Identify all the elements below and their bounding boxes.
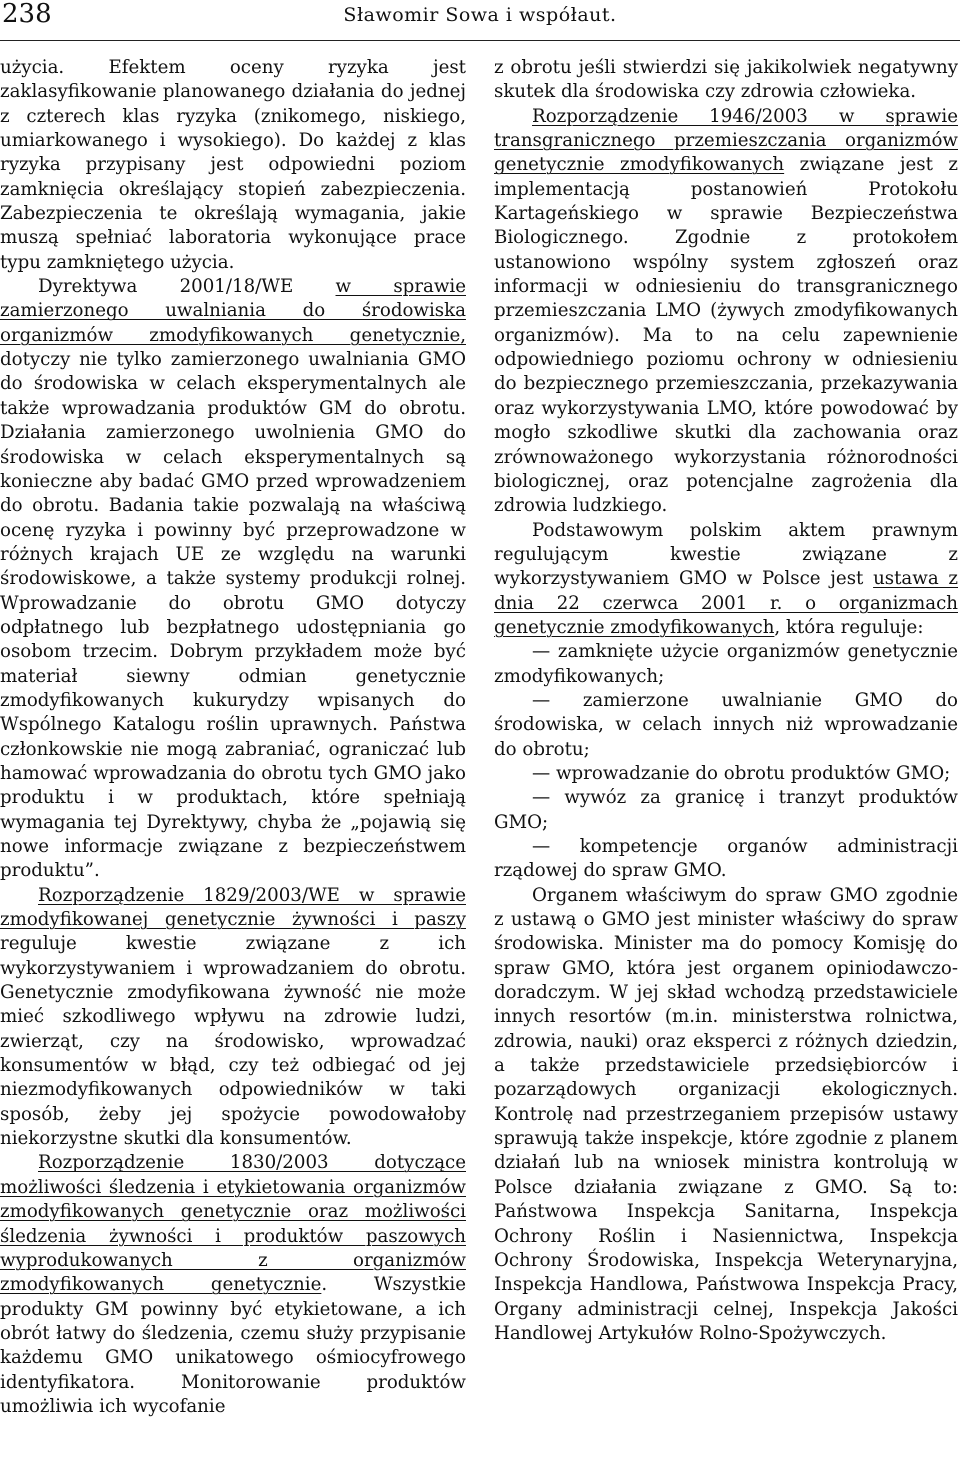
paragraph-text: . Wszystkie produkty GM powinny być etykietowane, a ich obrót łatwy do śledzenia, czemu służy przypisanie każdemu GMO unikatowego ośmiocyfrowego identyfikatora. Monitorowanie produktów umożliwia ich wycofanie xyxy=(0,1274,466,1417)
paragraph-directive-2001-18 xyxy=(0,275,466,884)
paragraph-regulation-1946 xyxy=(494,105,958,519)
running-head: Sławomir Sowa i współaut. xyxy=(343,4,617,26)
list-item: — wprowadzanie do obrotu produktów GMO; xyxy=(532,762,951,784)
paragraph-regulation-1830 xyxy=(0,1151,466,1419)
directive-title-link: w sprawie zamierzonego uwalniania do środowiska organizmów zmodyfikowanych genetycznie, xyxy=(0,276,466,346)
paragraph-text: dotyczy nie tylko zamierzonego uwalniania GMO do środowiska w celach eksperymentalnych ale także wprowadzania produktów GM do obrotu. Działania zamierzonego uwolnienia GMO do środowiska w celach eksperymentalnych są konieczne aby badać GMO przed wprowadzeniem do obrotu. Badania takie pozwalają na właściwą ocenę ryzyka i powinny być przeprowadzone w różnych krajach UE ze względu na warunki środowiskowe, a także systemy produkcji rolnej. Wprowadzanie do obrotu GMO dotyczy odpłatnego lub bezpłatnego udostępniania go osobom trzecim. Dobrym przykładem może być materiał siewny odmian genetycznie zmodyfikowanych kukurydzy wpisanych do Wspólnego Katalogu roślin uprawnych. Państwa członkowskie nie mogą zabraniać, ograniczać lub hamować wprowadzania do obrotu tych GMO jako produktu i w produktach, które spełniają wymagania tej Dyrektywy, chyba że „pojawią się nowe informacje związane z bezpieczeństwem produktu”. xyxy=(0,349,466,882)
regulation-1946-title: Rozporządzenie 1946/2003 w sprawie transgranicznego przemieszczania organizmów genetycznie zmodyfikowanych xyxy=(494,105,958,176)
list-item: — kompetencje organów administracji rządowej do spraw GMO. xyxy=(494,836,958,882)
header-rule xyxy=(0,40,960,41)
paragraph-text: z obrotu jeśli stwierdzi się jakikolwiek negatywny skutek dla środowiska czy zdrowia człowieka. xyxy=(494,57,958,103)
list-item: — zamknięte użycie organizmów genetycznie zmodyfikowanych; xyxy=(494,641,958,687)
paragraph-polish-act xyxy=(494,519,958,641)
paragraph-text: Podstawowym polskim aktem prawnym regulującym kwestie związane z wykorzystywaniem GMO w Polsce jest xyxy=(494,519,958,590)
paragraph-competent-authority xyxy=(494,884,958,1347)
regulation-1830-title: Rozporządzenie 1830/2003 dotyczące możliwości śledzenia i etykietowania organizmów zmodyfikowanych genetycznie oraz możliwości śledzenia żywności i produktów paszowych wyprodukowanych z organizmów zmodyfikowanych genetycznie xyxy=(0,1152,466,1296)
page-number: 238 xyxy=(2,0,52,29)
list-item: — zamierzone uwalnianie GMO do środowiska, w celach innych niż wprowadzanie do obrotu; xyxy=(494,689,958,760)
paragraph-regulation-1829 xyxy=(0,884,466,1152)
list-item: — wywóz za granicę i tranzyt produktów GMO; xyxy=(494,787,958,833)
act-title: ustawa z dnia 22 czerwca 2001 r. o organizmach genetycznie zmodyfikowanych xyxy=(494,568,958,638)
paragraph-text: związane jest z implementacją postanowień Protokołu Kartageńskiego w sprawie Bezpieczeństwa Biologicznego. Zgodnie z protokołem ustanowiono wspólny system zgłoszeń oraz informacji w odniesieniu do transgranicznego przemieszczania LMO (żywych zmodyfikowanych organizmów). Ma to na celu zapewnienie odpowiedniego poziomu ochrony w odniesieniu do bezpiecznego przemieszczania, przekazywania oraz wykorzystywania LMO, które powodować by mogło szkodliwe skutki dla zachowania oraz zrównoważonego wykorzystania różnorodności biologicznej, oraz potencjalne zagrożenia dla zdrowia ludzkiego. xyxy=(494,154,959,517)
page-header xyxy=(0,0,960,40)
regulation-1829-title: Rozporządzenie 1829/2003/WE w sprawie zmodyfikowanej genetycznie żywności i paszy xyxy=(0,884,466,931)
paragraph-risk-assessment xyxy=(0,56,466,275)
paragraph-continuation xyxy=(494,56,958,105)
paragraph-text: użycia. Efektem oceny ryzyka jest zaklasyfikowanie planowanego działania do jednej z czterech klas ryzyka (znikomego, niskiego, umiarkowanego i wysokiego). Do każdej z klas ryzyka przypisany jest odpowiedni poziom zamknięcia określający stopień zabezpieczenia. Zabezpieczenia te określają wymagania, jakie muszą spełniać laboratoria wykonujące prace typu zamkniętego użycia. xyxy=(0,57,466,273)
left-column xyxy=(0,56,466,1456)
right-column xyxy=(494,56,958,1456)
directive-name: Dyrektywa 2001/18/WE xyxy=(38,276,294,298)
paragraph-text: Organem właściwym do spraw GMO zgodnie z ustawą o GMO jest minister właściwy do spraw środowiska. Minister ma do pomocy Komisję do spraw GMO, która jest organem opiniodawczo-doradczym. W jej skład wchodzą przedstawiciele innych resortów (m.in. ministerstwa rolnictwa, zdrowia, nauki) oraz eksperci z różnych dziedzin, a także przedstawiciele przedsiębiorców i pozarządowych organizacji ekologicznych. Kontrolę nad przestrzeganiem przepisów ustawy sprawują także inspekcje, które zgodnie z planem działań lub na wniosek ministra kontrolują w Polsce działania związane z GMO. Są to: Państwowa Inspekcja Sanitarna, Inspekcja Ochrony Roślin i Nasiennictwa, Inspekcja Ochrony Środowiska, Inspekcja Weterynaryjna, Inspekcja Handlowa, Państwowa Inspekcja Pracy, Organy administracji celnej, Inspekcja Jakości Handlowej Artykułów Rolno-Spożywczych. xyxy=(494,884,958,1344)
paragraph-text: reguluje kwestie związane z ich wykorzystywaniem i wprowadzaniem do obrotu. Genetycznie zmodyfikowana żywność nie może mieć szkodliwego wpływu na zdrowie ludzi, zwierząt, czy na środowisko, wprowadzać konsumentów w błąd, czy też odbiegać od jej niezmodyfikowanych odpowiedników w taki sposób, żeby jej spożycie powodowałoby niekorzystne skutki dla konsumentów. xyxy=(0,933,466,1150)
paragraph-text: , która reguluje: xyxy=(774,616,924,638)
